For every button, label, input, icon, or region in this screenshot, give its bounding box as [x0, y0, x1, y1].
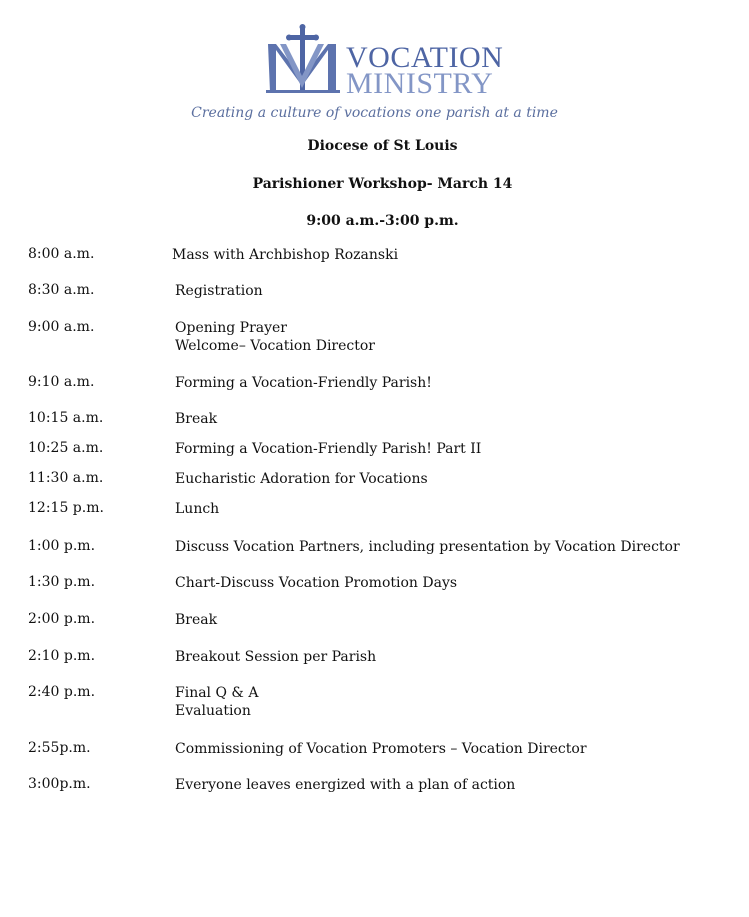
schedule-activity: [175, 574, 457, 592]
schedule-time: 9:00 a.m.: [28, 319, 95, 335]
logo-word-vocation: VOCATION: [346, 41, 504, 74]
logo-word-ministry: MINISTRY: [346, 67, 494, 100]
schedule-activity: [175, 440, 481, 458]
schedule-activity: [175, 500, 219, 518]
schedule-time: 10:25 a.m.: [28, 440, 104, 456]
schedule-activity-line: Discuss Vocation Partners, including presentation by Vocation Director: [175, 539, 680, 555]
schedule-activity: [175, 374, 432, 392]
diocese-heading: Diocese of St Louis: [307, 138, 458, 154]
schedule-activity-line: Commissioning of Vocation Promoters – Vocation Director: [175, 741, 587, 757]
schedule-time: 2:10 p.m.: [28, 648, 96, 664]
schedule-activity: [175, 282, 263, 300]
schedule-activity-line: Break: [175, 411, 218, 427]
schedule-activity: [175, 611, 217, 629]
schedule-activity: [175, 740, 587, 758]
schedule-activity-line: Breakout Session per Parish: [175, 649, 377, 665]
schedule-activity-line: Chart-Discuss Vocation Promotion Days: [175, 575, 458, 591]
schedule-time: 10:15 a.m.: [28, 410, 104, 426]
schedule-activity-line: Mass with Archbishop Rozanski: [172, 247, 399, 263]
schedule-time: 12:15 p.m.: [28, 500, 104, 516]
schedule-time: 1:30 p.m.: [28, 574, 96, 590]
schedule-time: 3:00p.m.: [28, 776, 91, 792]
schedule-activity-line: Eucharistic Adoration for Vocations: [175, 471, 428, 487]
schedule-activity-line: Opening Prayer: [175, 320, 287, 336]
schedule-activity: [175, 410, 217, 428]
schedule-activity-line: Forming a Vocation-Friendly Parish!: [175, 375, 432, 391]
schedule-time: 8:00 a.m.: [28, 246, 95, 262]
schedule-time: 11:30 a.m.: [28, 470, 104, 486]
schedule-time: 2:00 p.m.: [28, 611, 96, 627]
tagline: Creating a culture of vocations one parish at a time: [191, 105, 558, 121]
schedule-activity-line: Welcome– Vocation Director: [175, 338, 375, 354]
schedule-activity-line: Evaluation: [175, 703, 251, 719]
vocation-ministry-logo: [266, 24, 506, 98]
schedule-activity: [175, 319, 375, 355]
hours-heading: 9:00 a.m.-3:00 p.m.: [306, 213, 459, 229]
schedule-time: 8:30 a.m.: [28, 282, 95, 298]
schedule-activity-line: Lunch: [175, 501, 220, 517]
schedule-activity: [175, 538, 680, 556]
schedule-activity: [175, 470, 428, 488]
schedule-activity: [175, 684, 258, 720]
schedule-activity-line: Everyone leaves energized with a plan of action: [175, 777, 516, 793]
event-heading: Parishioner Workshop- March 14: [252, 176, 513, 192]
schedule-time: 1:00 p.m.: [28, 538, 96, 554]
schedule-activity-line: Registration: [175, 283, 263, 299]
schedule-time: 2:55p.m.: [28, 740, 91, 756]
schedule-activity-line: Forming a Vocation-Friendly Parish! Part II: [175, 441, 482, 457]
schedule-time: 2:40 p.m.: [28, 684, 96, 700]
schedule-time: 9:10 a.m.: [28, 374, 95, 390]
schedule-activity-line: Break: [175, 612, 218, 628]
schedule-activity-line: Final Q & A: [175, 685, 259, 701]
schedule-activity: [175, 648, 376, 666]
schedule-activity: [172, 246, 398, 264]
schedule-activity: [175, 776, 515, 794]
cross-monogram-icon: [266, 24, 346, 98]
